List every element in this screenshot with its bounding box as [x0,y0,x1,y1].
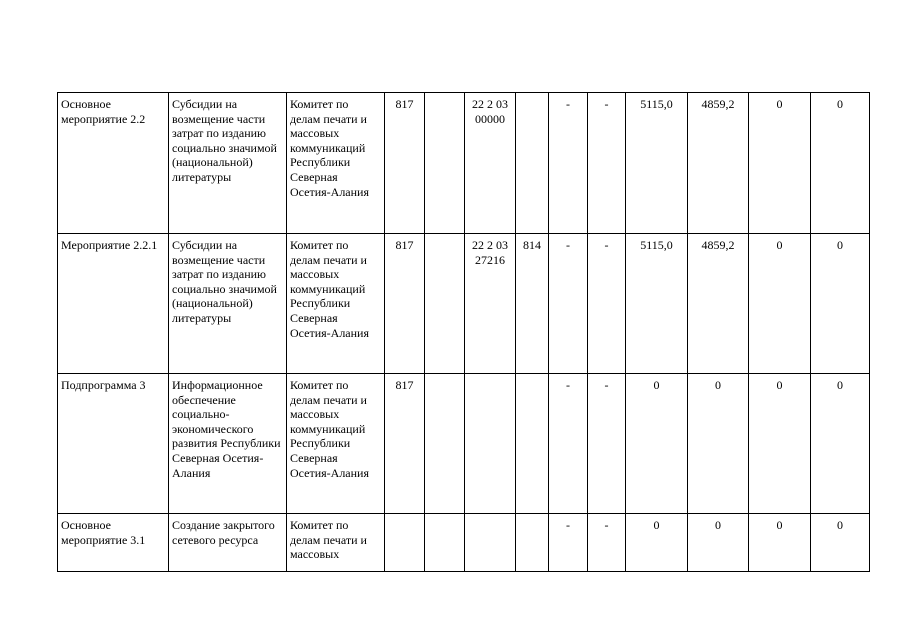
row-description: Субсидии на возмещение части затрат по изданию социально значимой (национальной) литературы [169,93,287,234]
table-row [58,374,870,514]
row-csr [465,374,516,514]
row-csr: 22 2 03 00000 [465,93,516,234]
row-col9: - [588,234,626,374]
row-grbs [385,514,425,572]
row-csr: 22 2 03 27216 [465,234,516,374]
table-row [58,514,870,572]
row-name: Подпрограмма 3 [58,374,169,514]
row-value-3: 0 [749,234,811,374]
row-csr [465,514,516,572]
table-row [58,234,870,374]
row-executor: Комитет по делам печати и массовых коммуникаций Республики Северная Осетия-Алания [287,374,385,514]
row-value-3: 0 [749,514,811,572]
row-value-1: 0 [626,374,688,514]
row-executor: Комитет по делам печати и массовых коммуникаций Республики Северная Осетия-Алания [287,93,385,234]
row-name: Основное мероприятие 2.2 [58,93,169,234]
row-value-4: 0 [811,374,870,514]
row-value-3: 0 [749,374,811,514]
row-col8: - [549,234,588,374]
row-value-1: 0 [626,514,688,572]
row-value-1: 5115,0 [626,234,688,374]
row-rzpr [425,374,465,514]
row-vr [516,93,549,234]
budget-table [57,92,870,572]
table-row [58,93,870,234]
row-description: Создание закрытого сетевого ресурса [169,514,287,572]
row-value-4: 0 [811,514,870,572]
row-vr [516,514,549,572]
row-description: Субсидии на возмещение части затрат по изданию социально значимой (национальной) литературы [169,234,287,374]
row-col8: - [549,93,588,234]
row-value-1: 5115,0 [626,93,688,234]
row-value-2: 4859,2 [688,93,749,234]
row-value-2: 4859,2 [688,234,749,374]
row-col9: - [588,374,626,514]
row-value-3: 0 [749,93,811,234]
row-executor: Комитет по делам печати и массовых коммуникаций Республики Северная Осетия-Алания [287,234,385,374]
row-col8: - [549,374,588,514]
row-value-4: 0 [811,93,870,234]
row-name: Основное мероприятие 3.1 [58,514,169,572]
row-executor: Комитет по делам печати и массовых [287,514,385,572]
row-col9: - [588,93,626,234]
row-value-2: 0 [688,514,749,572]
row-col8: - [549,514,588,572]
row-value-4: 0 [811,234,870,374]
row-rzpr [425,234,465,374]
row-description: Информационное обеспечение социально-экономического развития Республики Северная Осетия-Алания [169,374,287,514]
row-rzpr [425,514,465,572]
row-rzpr [425,93,465,234]
row-grbs: 817 [385,374,425,514]
row-col9: - [588,514,626,572]
row-value-2: 0 [688,374,749,514]
row-name: Мероприятие 2.2.1 [58,234,169,374]
row-vr: 814 [516,234,549,374]
row-grbs: 817 [385,93,425,234]
row-grbs: 817 [385,234,425,374]
row-vr [516,374,549,514]
